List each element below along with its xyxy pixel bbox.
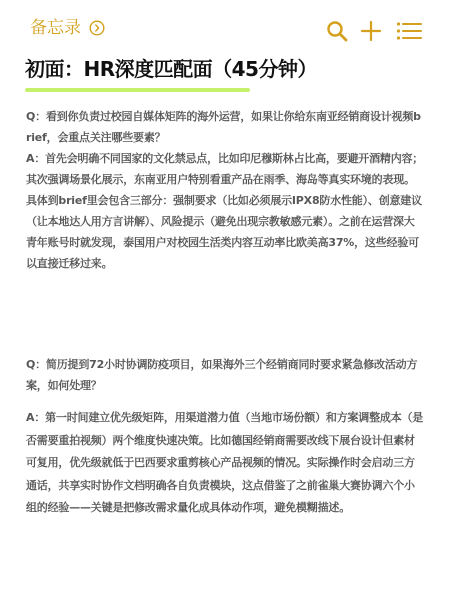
answer-1: A：首先会明确不同国家的文化禁忌点，比如印尼穆斯林占比高，要避开酒精内容；其次强调场景化展示，东南亚用户特别看重产品在雨季、海岛等真实环境的表现。具体到brief里会包含三部分：强制要求（比如必须展示IPX8防水性能）、创意建议（让本地达人用方言讲解）、风险提示（避免出现宗教敏感元素）。之前在运营深大青年账号时就发现，泰国用户对校园生活类内容互动率比欧美高37%，这些经验可以直接迁移过来。 [26, 152, 424, 270]
top-bar [0, 0, 450, 50]
list-icon[interactable] [396, 20, 422, 42]
title-underline [25, 88, 250, 92]
question-1: Q：看到你负责过校园自媒体矩阵的海外运营，如果让你给东南亚经销商设计视频brief，会重点关注哪些要素？ [26, 110, 421, 144]
page-title: 初面：HR深度匹配面（45分钟） [25, 57, 317, 81]
search-icon[interactable] [326, 20, 348, 42]
plus-icon[interactable] [360, 20, 382, 42]
question-2: Q：简历提到72小时协调防疫项目，如果海外三个经销商同时要求紧急修改活动方案，如何处理？ [26, 358, 418, 392]
answer-2: A：第一时间建立优先级矩阵，用渠道潜力值（当地市场份额）和方案调整成本（是否需要重拍视频）两个维度快速决策。比如德国经销商需要改线下展台设计但素材可复用，优先级就低于巴西要求重剪核心产品视频的情况。实际操作时会启动三方通话，共享实时协作文档明确各自负责模块，这点借鉴了之前雀巢大赛协调六个小组的经验——关键是把修改需求量化成具体动作项，避免模糊描述。 [26, 411, 424, 514]
back-button-label[interactable]: 备忘录 [30, 18, 81, 38]
chevron-right-icon[interactable] [89, 20, 105, 36]
